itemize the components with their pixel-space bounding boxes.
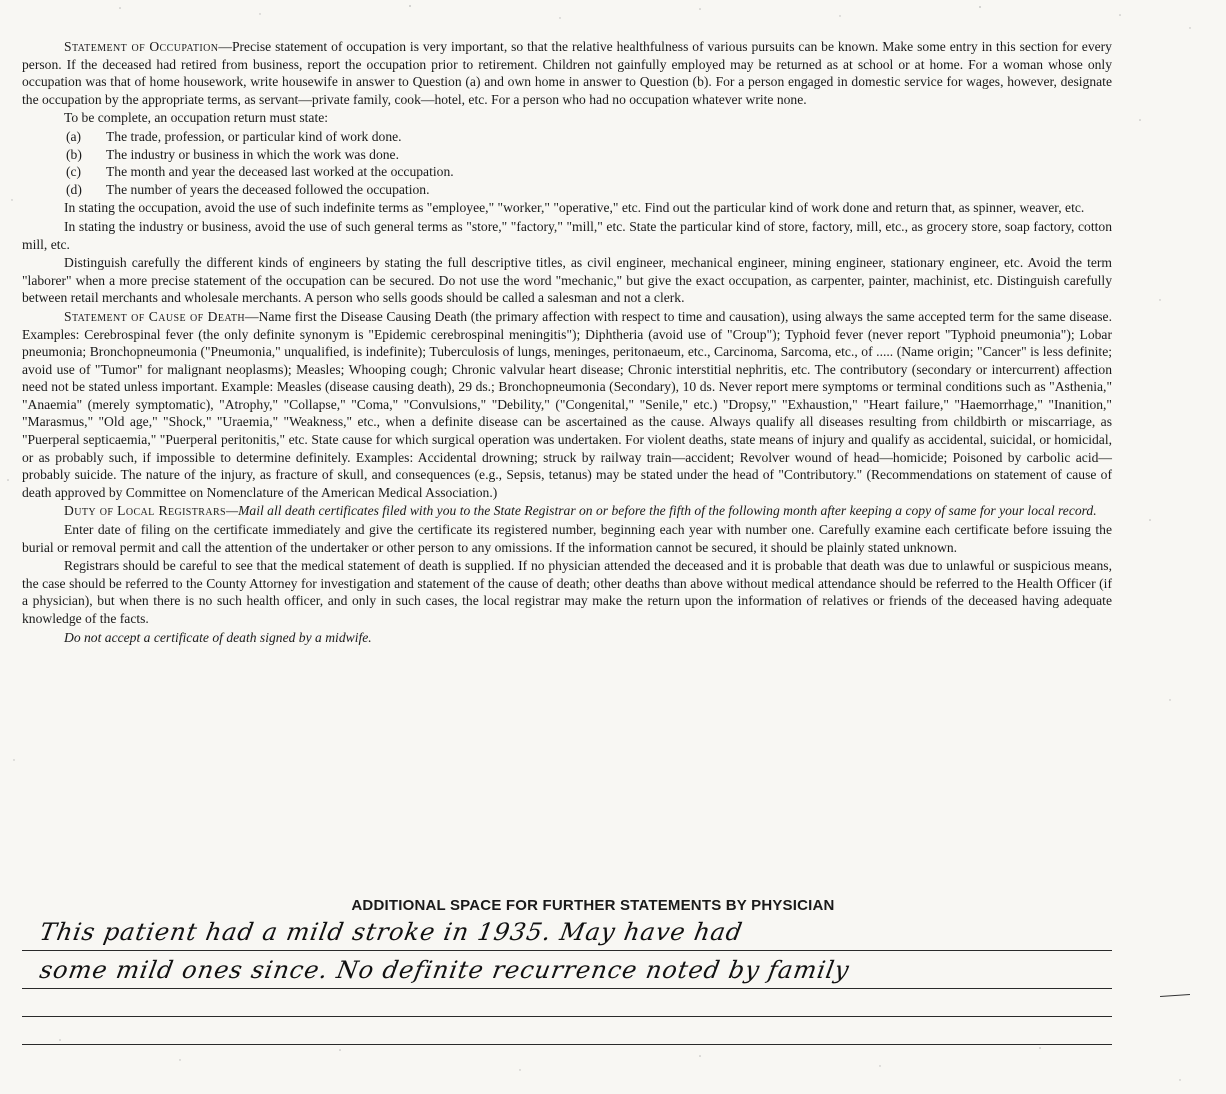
registrars-text: —Mail all death certificates filed with you to the State Registrar on or before the fifth of the following month after keeping a copy of same for your local record. [226, 503, 1097, 519]
list-item-label: (a) [66, 128, 82, 144]
midwife-note: Do not accept a certificate of death signed by a midwife. [64, 629, 372, 645]
handwritten-line-2: some mild ones since. No definite recurrence noted by family [37, 956, 852, 984]
margin-pen-mark [1160, 994, 1190, 997]
industry-terms-paragraph: In stating the industry or business, avoid the use of such general terms as "store," "factory," "mill," etc. State the particular kind of store, factory, mill, etc., as grocery store, soap factory, cotton mill, etc. [22, 218, 1112, 252]
list-item-label: (c) [66, 164, 82, 180]
list-item-text: The month and year the deceased last worked at the occupation. [106, 164, 454, 180]
instructions-text [22, 38, 1112, 647]
list-item-text: The trade, profession, or particular kind of work done. [106, 128, 402, 144]
cause-of-death-text: —Name first the Disease Causing Death (the primary affection with respect to time and causation), using always the same accepted term for the same disease. Examples: Cerebrospinal fever (the only definite synonym is "Epidemic cerebrospinal meningitis"); Diphtheria (avoid use of "Croup"); Typhoid fever (never report "Typhoid pneumonia"); Lobar pneumonia; Bronchopneumonia ("Pneumonia," unqualified, is indefinite); Tuberculosis of lungs, meninges, peritonaeum, etc., Carcinoma, Sarcoma, etc., of ..... (Name origin; "Cancer" is less definite; avoid use of "Tumor" for malignant neoplasms); Measles; Whooping cough; Chronic valvular heart disease; Chronic interstitial nephritis, etc. The contributory (secondary or intercurrent) affection need not be stated unless important. Example: Measles (disease causing death), 29 ds.; Bronchopneumonia (Secondary), 10 ds. Never report mere symptoms or terminal conditions such as "Asthenia," "Anaemia" (merely symptomatic), "Atrophy," "Collapse," "Coma," "Convulsions," "Debility," ("Congenital," "Senile," etc.) "Dropsy," "Exhaustion," "Heart failure," "Haemorrhage," "Inanition," "Marasmus," "Old age," "Shock," "Uraemia," "Weakness," etc., when a definite disease can be ascertained as the cause. Always qualify all diseases resulting from childbirth or miscarriage, as "Puerperal septicaemia," "Puerperal peritonitis," etc. State cause for which surgical operation was undertaken. For violent deaths, state means of injury and qualify as accidental, suicidal, or homicidal, or as probably such, if impossible to determine definitely. Examples: Accidental drowning; struck by railway train—accident; Revolver wound of head—homicide; Poisoned by carbolic acid—probably suicide. The nature of the injury, as fracture of skull, and consequences (e.g., Sepsis, tetanus) may be stated under the head of "Contributory." (Recommendations on statement of cause of death approved by Committee on Nomenclature of the American Medical Association.) [22, 308, 1112, 500]
list-item-text: The industry or business in which the work was done. [106, 146, 399, 162]
list-item [22, 163, 1112, 181]
writing-line [22, 1044, 1112, 1045]
registrars-heading: Duty of Local Registrars [64, 503, 226, 519]
occupation-heading: Statement of Occupation [64, 39, 219, 54]
cause-of-death-heading: Statement of Cause of Death [64, 308, 246, 324]
occupation-text: —Precise statement of occupation is very important, so that the relative healthfulness of various pursuits can be known. Make some entry in this section for every person. If the deceased had retired from business, report the occupation prior to retirement. Children not gainfully employed may be returned as at school or at home. For a woman whose only occupation was that of home housework, write housewife in answer to Question (a) and own home in answer to Question (b). For a person engaged in domestic service for wages, however, designate the occupation by the appropriate terms, as servant—private family, cook—hotel, etc. For a person who had no occupation whatever write none. [22, 39, 1112, 107]
writing-line [22, 950, 1112, 951]
additional-space-heading [0, 897, 1226, 914]
additional-space-title: ADDITIONAL SPACE FOR FURTHER STATEMENTS BY PHYSICIAN [351, 897, 835, 914]
writing-line [22, 1016, 1112, 1017]
list-item [22, 146, 1112, 164]
occupation-terms-paragraph: In stating the occupation, avoid the use of such indefinite terms as "employee," "worker," "operative," etc. Find out the particular kind of work done and return that, as spinner, weaver, etc. [64, 200, 1085, 216]
cause-of-death-paragraph [22, 308, 1112, 502]
engineers-paragraph: Distinguish carefully the different kinds of engineers by stating the full descriptive titles, as civil engineer, mechanical engineer, mining engineer, stationary engineer, etc. Avoid the term "laborer" when a more precise statement of the occupation can be secured. Do not use the word "mechanic," but give the exact occupation, as carpenter, painter, machinist, etc. Distinguish carefully between retail merchants and wholesale merchants. A person who sells goods should be called a salesman and not a clerk. [22, 255, 1112, 306]
list-item-label: (d) [66, 181, 82, 197]
list-item-label: (b) [66, 146, 82, 162]
occupation-intro: To be complete, an occupation return must state: [64, 110, 329, 126]
registrars-paragraph [22, 502, 1112, 520]
filing-paragraph: Enter date of filing on the certificate immediately and give the certificate its registered number, beginning each year with number one. Carefully examine each certificate before issuing the burial or removal permit and call the attention of the undertaker or other person to any omissions. If the information cannot be secured, it should be plainly stated unknown. [22, 522, 1112, 555]
writing-line [22, 988, 1112, 989]
list-item [22, 128, 1112, 146]
occupation-requirements-list [22, 128, 1112, 198]
list-item [22, 181, 1112, 199]
medical-statement-paragraph: Registrars should be careful to see that the medical statement of death is supplied. If no physician attended the deceased and it is probable that death was due to unlawful or suspicious means, the case should be referred to the County Attorney for investigation and statement of the cause of death; other deaths than above without medical attendance should be referred to the Health Officer (if a physician), but when there is no such health officer, and only in such cases, the local registrar may make the return upon the information of relatives or friends of the deceased having adequate knowledge of the facts. [22, 558, 1112, 626]
handwritten-line-1: This patient had a mild stroke in 1935. May have had [37, 918, 745, 946]
occupation-paragraph [22, 38, 1112, 108]
list-item-text: The number of years the deceased followed the occupation. [106, 181, 430, 197]
